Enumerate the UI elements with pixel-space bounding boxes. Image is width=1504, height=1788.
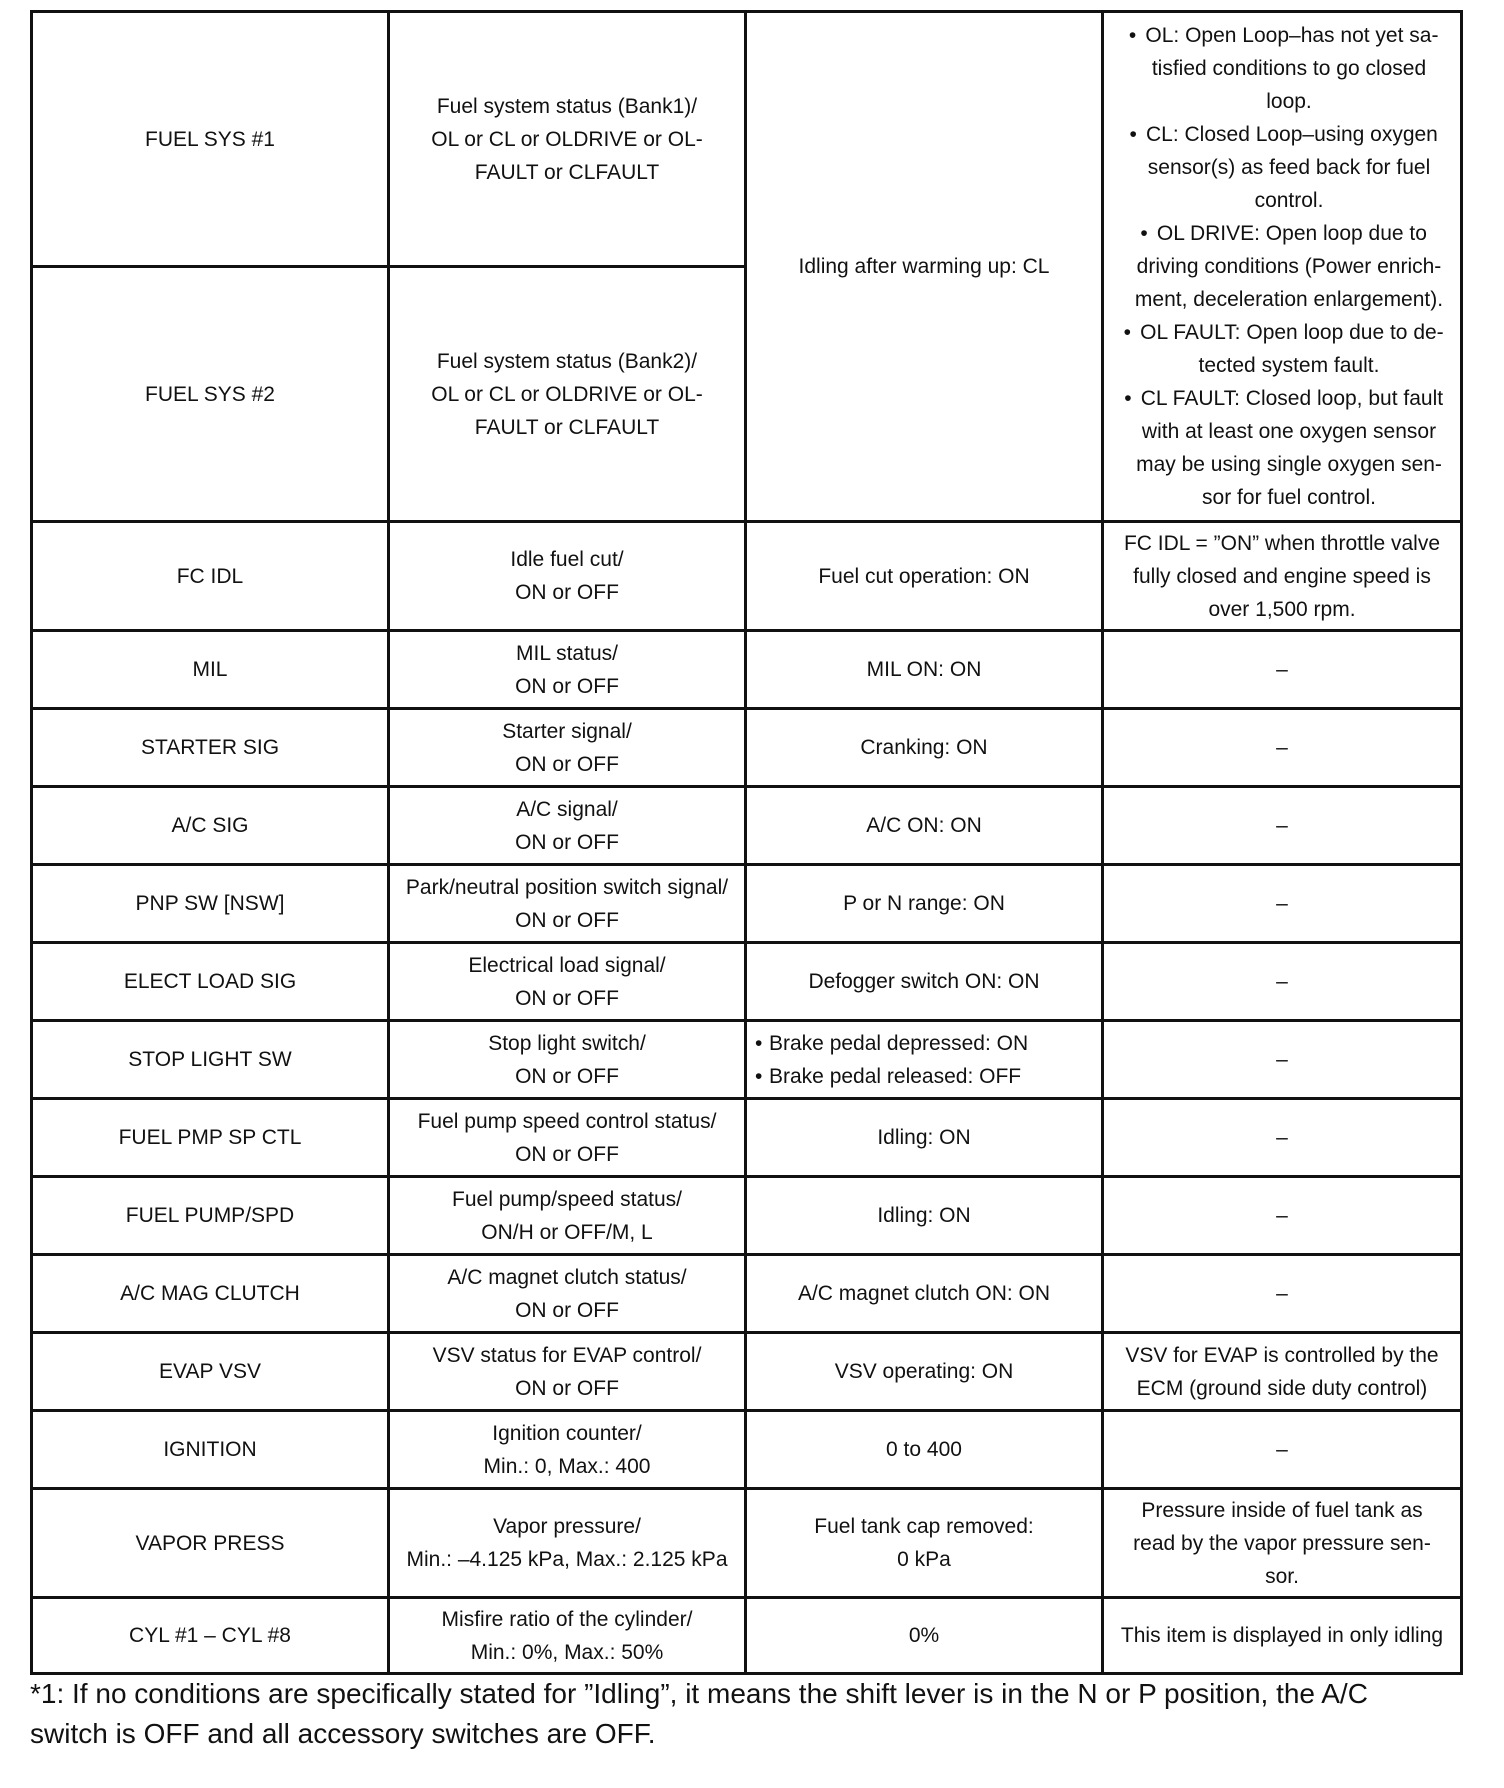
condition-bullet: • Brake pedal depressed: ON [755,1027,1093,1060]
measurement-line: Min.: 0, Max.: 400 [483,1454,651,1478]
measurement-line: Idle fuel cut/ [510,548,624,571]
measurement-line: OL or CL or OLDRIVE or OL- [431,127,703,151]
condition-line: P or N range: ON [843,892,1005,915]
measurement-cell [389,1255,746,1333]
measurement-line: Ignition counter/ [492,1421,642,1445]
measurement-line: Fuel system status (Bank1)/ [436,94,698,118]
data-list-table [30,10,1463,1675]
condition-cell [746,1177,1103,1255]
item-cell [32,1099,389,1177]
note-dash: – [1276,1048,1288,1071]
table-row [32,709,1462,787]
item-cell [32,1333,389,1411]
note-bullet: • OL: Open Loop–has not yet sa- tisfied conditions to go closed loop. [1112,19,1452,118]
measurement-cell [389,1021,746,1099]
item-name: STOP LIGHT SW [128,1048,292,1071]
table-row [32,12,1462,267]
note-bullet: • CL FAULT: Closed loop, but fault with at least one oxygen sensor may be using single oxygen sen- sor for fuel control. [1112,382,1452,514]
measurement-line: FAULT or CLFAULT [474,160,660,184]
condition-cell [746,1333,1103,1411]
item-cell [32,1177,389,1255]
measurement-cell [389,709,746,787]
measurement-cell [389,787,746,865]
item-cell [32,631,389,709]
table-row [32,1411,1462,1489]
item-cell [32,1021,389,1099]
measurement-line: ON or OFF [515,752,619,776]
measurement-cell [389,865,746,943]
condition-cell [746,631,1103,709]
measurement-line: Park/neutral position switch signal/ [405,875,729,899]
note-line: ECM (ground side duty control) [1136,1376,1428,1400]
condition-line: 0 to 400 [886,1438,962,1461]
measurement-line: Misfire ratio of the cylinder/ [441,1607,693,1631]
item-cell [32,943,389,1021]
note-bullet: • CL: Closed Loop–using oxygen sensor(s) as feed back for fuel control. [1112,118,1452,217]
measurement-line: MIL status/ [516,641,618,665]
table-row [32,1099,1462,1177]
note-bullet: • OL DRIVE: Open loop due to driving conditions (Power enrich- ment, deceleration enlargement). [1112,217,1452,316]
measurement-cell [389,1099,746,1177]
note-cell [1103,1021,1462,1099]
measurement-line: Fuel pump speed control status/ [417,1109,717,1133]
condition-line: Idling: ON [877,1204,971,1227]
condition-line: 0 kPa [897,1548,951,1571]
item-name: PNP SW [NSW] [135,892,285,915]
measurement-line: VSV status for EVAP control/ [432,1343,702,1367]
measurement-line: Stop light switch/ [488,1031,646,1055]
item-cell [32,709,389,787]
item-name: FUEL PUMP/SPD [125,1204,295,1227]
measurement-line: ON or OFF [515,581,619,604]
item-name: FC IDL [176,564,244,588]
table-row [32,1489,1462,1598]
measurement-line: ON or OFF [515,1142,619,1166]
note-dash: – [1276,1282,1288,1305]
condition-line: 0% [908,1624,940,1647]
note-bullet: • OL FAULT: Open loop due to de- tected system fault. [1112,316,1452,382]
condition-cell [746,1255,1103,1333]
item-cell [32,1489,389,1598]
item-name: VAPOR PRESS [135,1531,285,1555]
condition-cell [746,943,1103,1021]
table-row [32,1177,1462,1255]
measurement-cell [389,1411,746,1489]
item-name: A/C MAG CLUTCH [120,1282,300,1305]
note-line: VSV for EVAP is controlled by the [1125,1343,1439,1367]
item-name: A/C SIG [171,814,249,837]
measurement-line: ON or OFF [515,674,619,698]
measurement-line: ON/H or OFF/M, L [481,1220,653,1244]
item-name: FUEL SYS #1 [145,127,275,151]
measurement-line: A/C magnet clutch status/ [447,1265,687,1289]
measurement-line: ON or OFF [515,830,619,854]
condition-line: Defogger switch ON: ON [808,970,1040,993]
condition-line: MIL ON: ON [866,658,982,681]
table-row [32,631,1462,709]
table-row [32,943,1462,1021]
item-cell [32,12,389,267]
item-cell [32,267,389,522]
condition-line: Idling: ON [877,1126,971,1149]
footnote-line: *1: If no conditions are specifically stated for ”Idling”, it means the shift lever is in the N or P position, the A/C [30,1678,1368,1709]
table-row [32,787,1462,865]
note-cell [1103,787,1462,865]
table-row [32,1598,1462,1674]
condition-cell [746,1021,1103,1099]
note-line: over 1,500 rpm. [1208,597,1356,621]
note-dash: – [1276,736,1288,759]
item-name: ELECT LOAD SIG [123,970,297,993]
measurement-line: Starter signal/ [502,719,632,743]
footnote-line: switch is OFF and all accessory switches are OFF. [30,1718,656,1749]
measurement-line: A/C signal/ [516,797,618,821]
measurement-cell [389,631,746,709]
measurement-line: Min.: –4.125 kPa, Max.: 2.125 kPa [406,1548,728,1571]
item-name: IGNITION [163,1438,257,1461]
condition-line: Fuel tank cap removed: [814,1515,1034,1538]
condition-cell [746,1099,1103,1177]
measurement-cell [389,1598,746,1674]
item-name: CYL #1 – CYL #8 [129,1624,291,1647]
condition-line: VSV operating: ON [834,1360,1014,1383]
table-row [32,1255,1462,1333]
condition-line: Fuel cut operation: ON [818,564,1030,588]
note-dash: – [1276,1204,1288,1227]
note-dash: – [1276,970,1288,993]
note-cell [1103,1489,1462,1598]
measurement-cell [389,1489,746,1598]
note-cell [1103,1411,1462,1489]
measurement-cell [389,1177,746,1255]
note-dash: – [1276,814,1288,837]
table-row [32,1333,1462,1411]
note-dash: – [1276,658,1288,681]
data-list-page [30,10,1460,1675]
note-cell [1103,1177,1462,1255]
measurement-line: Fuel system status (Bank2)/ [436,349,698,373]
item-name: FUEL PMP SP CTL [118,1126,302,1149]
note-cell [1103,943,1462,1021]
note-line: read by the vapor pressure sen- [1133,1531,1431,1555]
table-row [32,865,1462,943]
measurement-line: ON or OFF [515,1064,619,1088]
item-cell [32,1598,389,1674]
item-cell [32,1411,389,1489]
measurement-line: ON or OFF [515,1298,619,1322]
measurement-line: ON or OFF [515,1376,619,1400]
note-cell [1103,522,1462,631]
condition-bullet: • Brake pedal released: OFF [755,1060,1093,1093]
condition-cell [746,1411,1103,1489]
table-row [32,522,1462,631]
measurement-cell [389,522,746,631]
condition-line: A/C magnet clutch ON: ON [797,1282,1051,1305]
condition-cell [746,1489,1103,1598]
note-cell [1103,865,1462,943]
note-cell [1103,1598,1462,1674]
note-cell [1103,12,1462,522]
item-name: MIL [192,658,228,681]
item-name: STARTER SIG [140,736,280,759]
measurement-cell [389,1333,746,1411]
measurement-line: Electrical load signal/ [468,953,666,977]
item-name: EVAP VSV [159,1360,261,1383]
measurement-line: FAULT or CLFAULT [474,415,660,439]
measurement-line: ON or OFF [515,986,619,1010]
note-cell [1103,1255,1462,1333]
note-line: This item is displayed in only idling [1120,1624,1444,1647]
note-dash: – [1276,1126,1288,1149]
table-row [32,1021,1462,1099]
item-cell [32,865,389,943]
condition-cell [746,709,1103,787]
measurement-line: OL or CL or OLDRIVE or OL- [431,382,703,406]
condition-cell [746,12,1103,522]
condition-cell [746,787,1103,865]
condition-cell [746,1598,1103,1674]
measurement-cell [389,943,746,1021]
note-line: fully closed and engine speed is [1133,564,1431,588]
condition-line: A/C ON: ON [866,814,982,837]
condition-cell [746,865,1103,943]
note-dash: – [1276,892,1288,915]
measurement-cell [389,267,746,522]
note-cell [1103,1333,1462,1411]
note-cell [1103,1099,1462,1177]
note-dash: – [1276,1438,1288,1461]
measurement-line: Vapor pressure/ [493,1515,641,1538]
item-name: FUEL SYS #2 [145,382,275,406]
note-line: sor. [1265,1564,1299,1588]
condition-line: Cranking: ON [860,736,988,759]
measurement-cell [389,12,746,267]
item-cell [32,522,389,631]
condition-cell [746,522,1103,631]
measurement-line: Min.: 0%, Max.: 50% [470,1640,664,1664]
note-line: Pressure inside of fuel tank as [1141,1498,1423,1522]
condition-line: Idling after warming up: CL [798,255,1050,278]
note-line: FC IDL = ”ON” when throttle valve [1123,531,1441,555]
measurement-line: Fuel pump/speed status/ [452,1187,682,1211]
footnote [30,1674,1470,1754]
item-cell [32,1255,389,1333]
measurement-line: ON or OFF [515,908,619,932]
note-cell [1103,709,1462,787]
item-cell [32,787,389,865]
note-cell [1103,631,1462,709]
